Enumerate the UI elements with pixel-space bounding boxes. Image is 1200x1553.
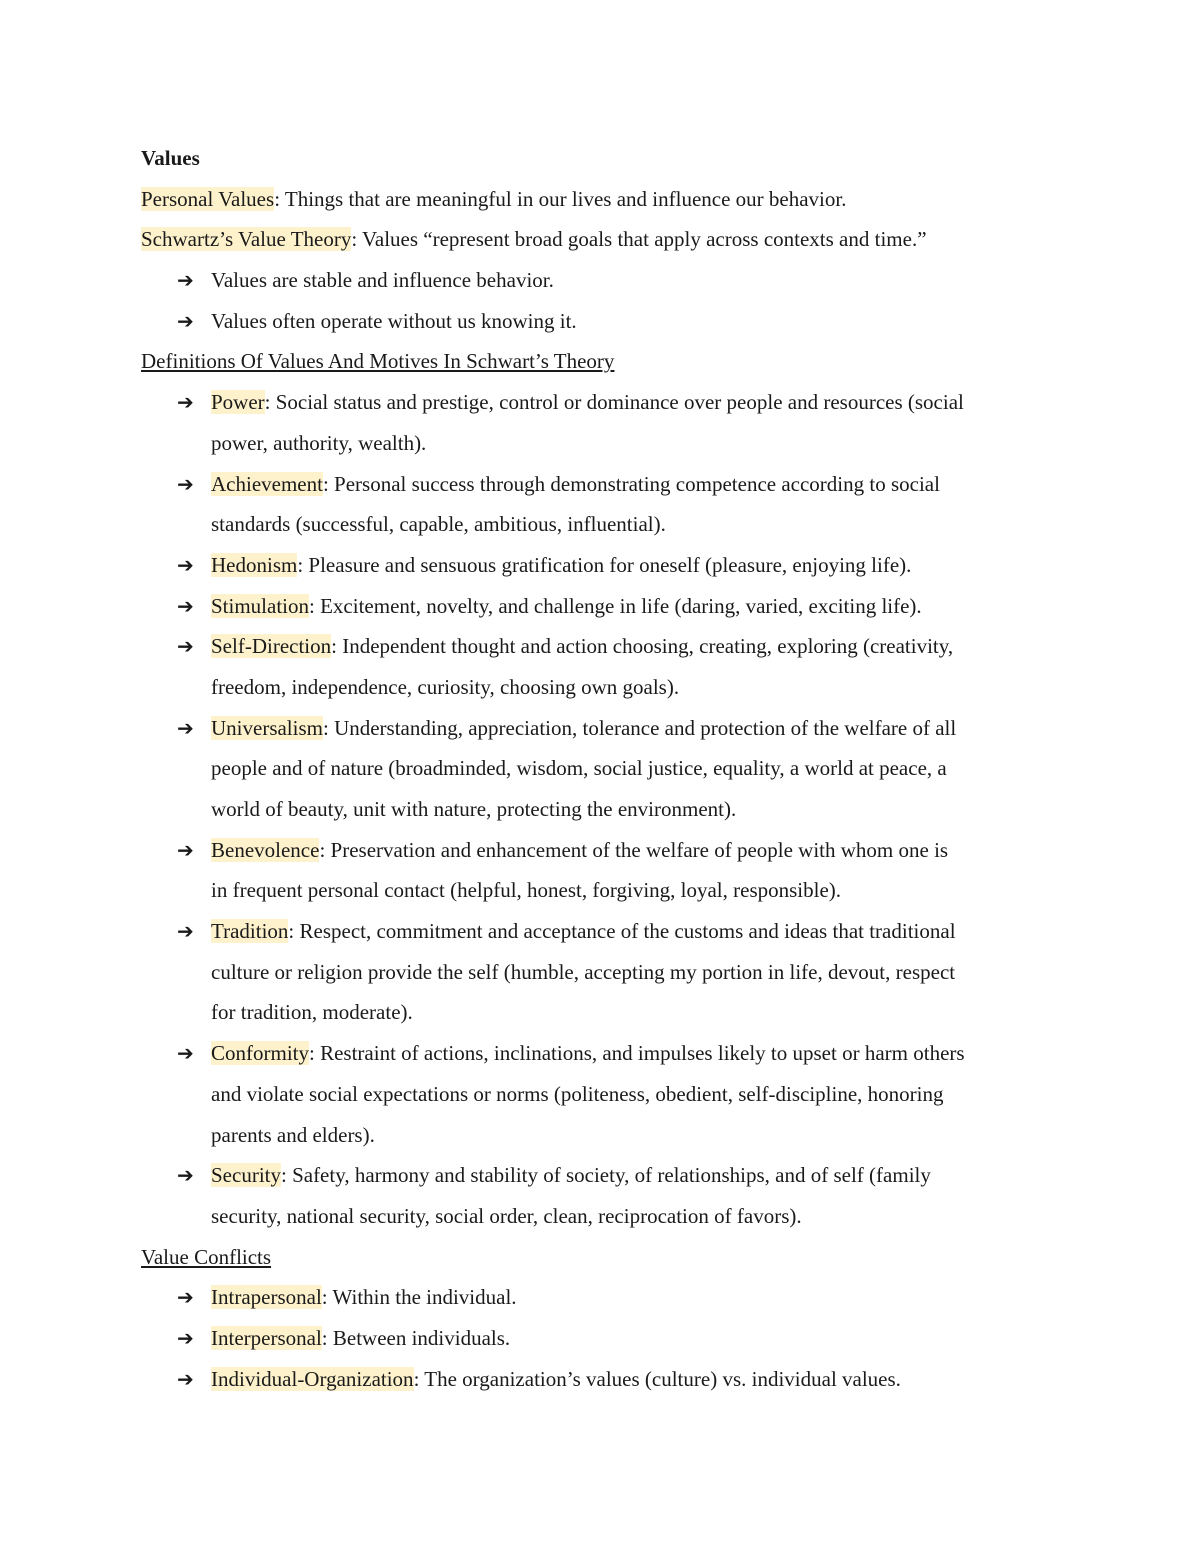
definition-item [141, 626, 1071, 667]
definition-term: Conformity [211, 1041, 309, 1066]
definition-continuation: power, authority, wealth). [211, 430, 427, 455]
definition-continuation: standards (successful, capable, ambitious, influential). [211, 512, 666, 537]
definition-item [141, 464, 1071, 505]
conflict-term: Individual-Organization [211, 1366, 414, 1391]
definition-continuation: culture or religion provide the self (humble, accepting my portion in life, devout, respect [211, 959, 956, 984]
definition-continuation: and violate social expectations or norms (politeness, obedient, self-discipline, honoring [211, 1081, 944, 1106]
definition-item [141, 830, 1071, 871]
arrow-icon: ➔ [177, 634, 194, 659]
definition-continuation: people and of nature (broadminded, wisdom, social justice, equality, a world at peace, a [211, 756, 947, 781]
page-title: Values [141, 146, 200, 170]
definition-text: : Pleasure and sensuous gratification for oneself (pleasure, enjoying life). [297, 552, 912, 577]
definition-term: Self-Direction [211, 634, 332, 659]
definition-item [141, 1155, 1071, 1196]
conflict-item [141, 1359, 1071, 1400]
definition-item [141, 1033, 1071, 1074]
arrow-icon: ➔ [177, 1163, 194, 1188]
conflict-text: : Within the individual. [321, 1285, 517, 1310]
definition-term: Universalism [211, 715, 323, 740]
document-page [141, 138, 1071, 1399]
arrow-icon: ➔ [177, 715, 194, 740]
bullet-text: Values are stable and influence behavior. [211, 268, 554, 293]
definition-text: : Understanding, appreciation, tolerance and protection of the welfare of all [322, 715, 957, 740]
arrow-icon: ➔ [177, 552, 194, 577]
conflict-item [141, 1318, 1071, 1359]
bullet-text: Values often operate without us knowing it. [211, 308, 577, 333]
conflict-item [141, 1277, 1071, 1318]
definition-text: : Restraint of actions, inclinations, and impulses likely to upset or harm others [309, 1041, 965, 1066]
definition-term: Achievement [211, 471, 323, 496]
definitions-heading: Definitions Of Values And Motives In Schwart’s Theory [141, 349, 615, 374]
schwartz-theory-text: : Values “represent broad goals that apply across contexts and time.” [351, 227, 927, 252]
definition-continuation: world of beauty, unit with nature, protecting the environment). [211, 797, 737, 821]
definition-term: Stimulation [211, 593, 310, 618]
definition-text: : Safety, harmony and stability of society, of relationships, and of self (family [280, 1163, 931, 1188]
arrow-icon: ➔ [177, 593, 194, 618]
definition-term: Hedonism [211, 552, 298, 577]
definition-text: : Respect, commitment and acceptance of the customs and ideas that traditional [288, 919, 956, 944]
conflict-text: : The organization’s values (culture) vs. individual values. [413, 1366, 901, 1391]
definition-continuation: freedom, independence, curiosity, choosing own goals). [211, 674, 680, 699]
arrow-icon: ➔ [177, 837, 194, 862]
arrow-icon: ➔ [177, 471, 194, 496]
conflict-text: : Between individuals. [321, 1325, 511, 1350]
definition-term: Benevolence [211, 837, 320, 862]
definition-text: : Excitement, novelty, and challenge in life (daring, varied, exciting life). [309, 593, 922, 618]
definition-item [141, 708, 1071, 749]
arrow-icon: ➔ [177, 919, 194, 944]
definition-text: : Social status and prestige, control or dominance over people and resources (social [264, 390, 964, 415]
conflict-term: Intrapersonal [211, 1285, 322, 1310]
definition-text: : Preservation and enhancement of the welfare of people with whom one is [319, 837, 949, 862]
personal-values-term: Personal Values [141, 186, 275, 211]
conflict-term: Interpersonal [211, 1325, 322, 1350]
definition-continuation: parents and elders). [211, 1122, 375, 1147]
definition-text: : Independent thought and action choosing, creating, exploring (creativity, [331, 634, 954, 659]
definition-continuation: in frequent personal contact (helpful, honest, forgiving, loyal, responsible). [211, 878, 842, 903]
theory-bullet [141, 260, 1071, 301]
personal-values-definition [141, 179, 1071, 220]
arrow-icon: ➔ [177, 1285, 194, 1310]
definition-term: Security [211, 1163, 281, 1188]
arrow-icon: ➔ [177, 1366, 194, 1391]
schwartz-theory-term: Schwartz’s Value Theory [141, 227, 352, 252]
definition-continuation: for tradition, moderate). [211, 1000, 413, 1025]
arrow-icon: ➔ [177, 1325, 194, 1350]
definition-text: : Personal success through demonstrating competence according to social [322, 471, 940, 496]
definition-item [141, 545, 1071, 586]
schwartz-theory-definition [141, 219, 1071, 260]
definition-term: Power [211, 390, 265, 415]
arrow-icon: ➔ [177, 1041, 194, 1066]
conflicts-heading: Value Conflicts [141, 1244, 272, 1269]
arrow-icon: ➔ [177, 308, 194, 333]
definition-item [141, 382, 1071, 423]
definition-item [141, 586, 1071, 627]
arrow-icon: ➔ [177, 268, 194, 293]
definition-continuation: security, national security, social order, clean, reciprocation of favors). [211, 1203, 802, 1228]
definition-term: Tradition [211, 919, 289, 944]
arrow-icon: ➔ [177, 390, 194, 415]
theory-bullet [141, 301, 1071, 342]
personal-values-text: : Things that are meaningful in our lives and influence our behavior. [274, 186, 847, 211]
definition-item [141, 911, 1071, 952]
